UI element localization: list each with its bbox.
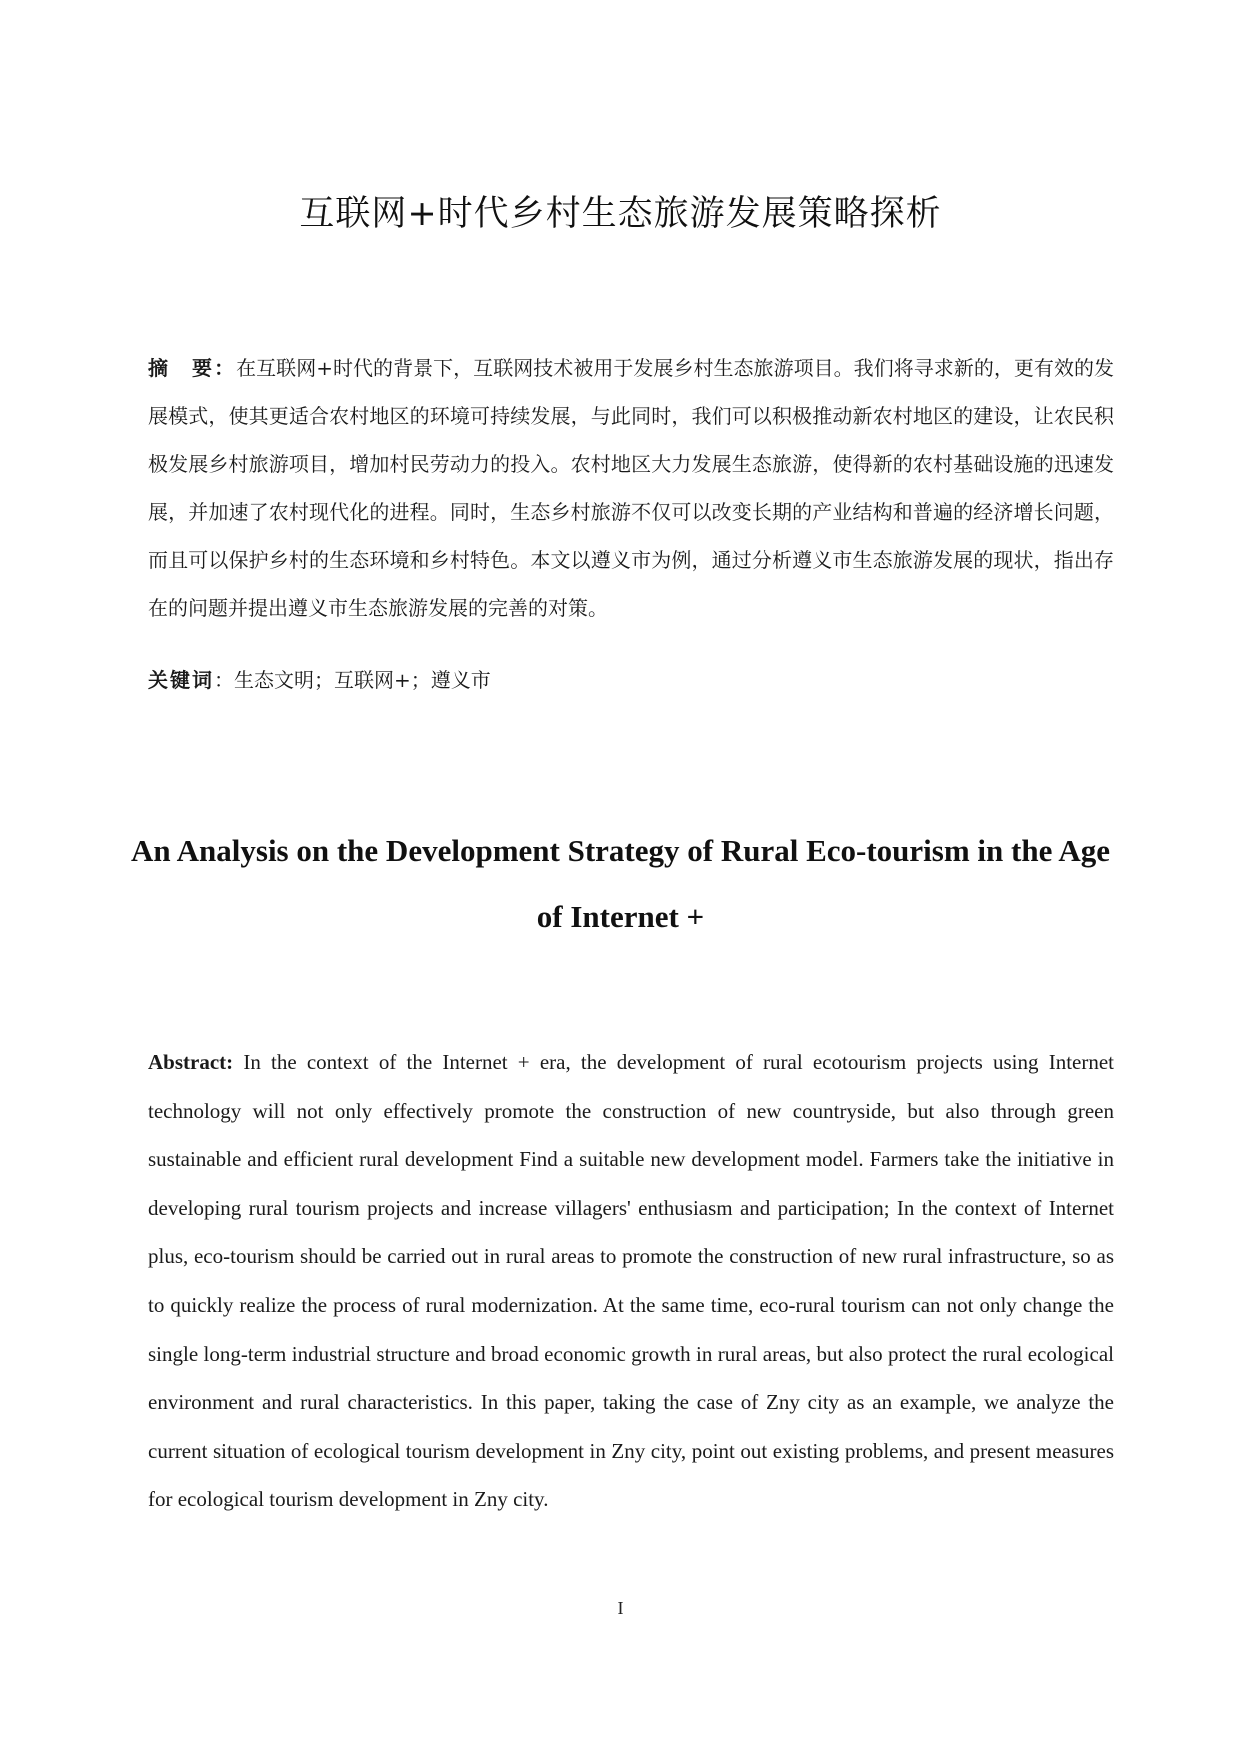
english-abstract xyxy=(148,1038,1114,1524)
english-abstract-label: Abstract: xyxy=(148,1050,234,1074)
english-title: An Analysis on the Development Strategy of Rural Eco-tourism in the Age of Internet + xyxy=(130,833,1111,934)
page-number: I xyxy=(617,1598,624,1618)
chinese-abstract-label: 摘 要： xyxy=(148,356,237,380)
chinese-keywords xyxy=(148,664,1114,696)
chinese-keywords-text: ：生态文明；互联网+；遵义市 xyxy=(214,668,491,692)
chinese-abstract-text: 在互联网+时代的背景下，互联网技术被用于发展乡村生态旅游项目。我们将寻求新的，更有效的发展模式，使其更适合农村地区的环境可持续发展，与此同时，我们可以积极推动新农村地区的建设，让农民积极发展乡村旅游项目，增加村民劳动力的投入。农村地区大力发展生态旅游，使得新的农村基础设施的迅速发展，并加速了农村现代化的进程。同时，生态乡村旅游不仅可以改变长期的产业结构和普遍的经济增长问题，而且可以保护乡村的生态环境和乡村特色。本文以遵义市为例，通过分析遵义市生态旅游发展的现状，指出存在的问题并提出遵义市生态旅游发展的完善的对策。 xyxy=(148,356,1114,620)
chinese-abstract xyxy=(148,344,1114,632)
chinese-keywords-label: 关键词 xyxy=(148,668,214,692)
chinese-title: 互联网+时代乡村生态旅游发展策略探析 xyxy=(299,194,942,234)
english-abstract-text: In the context of the Internet + era, the development of rural ecotourism projects using Internet technology will not only effectively promote the construction of new countryside, but also through green sustainable and efficient rural development Find a suitable new development model. Farmers take the initiative in developing rural tourism projects and increase villagers' enthusiasm and participation; In the context of Internet plus, eco-tourism should be carried out in rural areas to promote the construction of new rural infrastructure, so as to quickly realize the process of rural modernization. At the same time, eco-rural tourism can not only change the single long-term industrial structure and broad economic growth in rural areas, but also protect the rural ecological environment and rural characteristics. In this paper, taking the case of Zny city as an example, we analyze the current situation of ecological tourism development in Zny city, point out existing problems, and present measures for ecological tourism development in Zny city. xyxy=(148,1050,1114,1512)
